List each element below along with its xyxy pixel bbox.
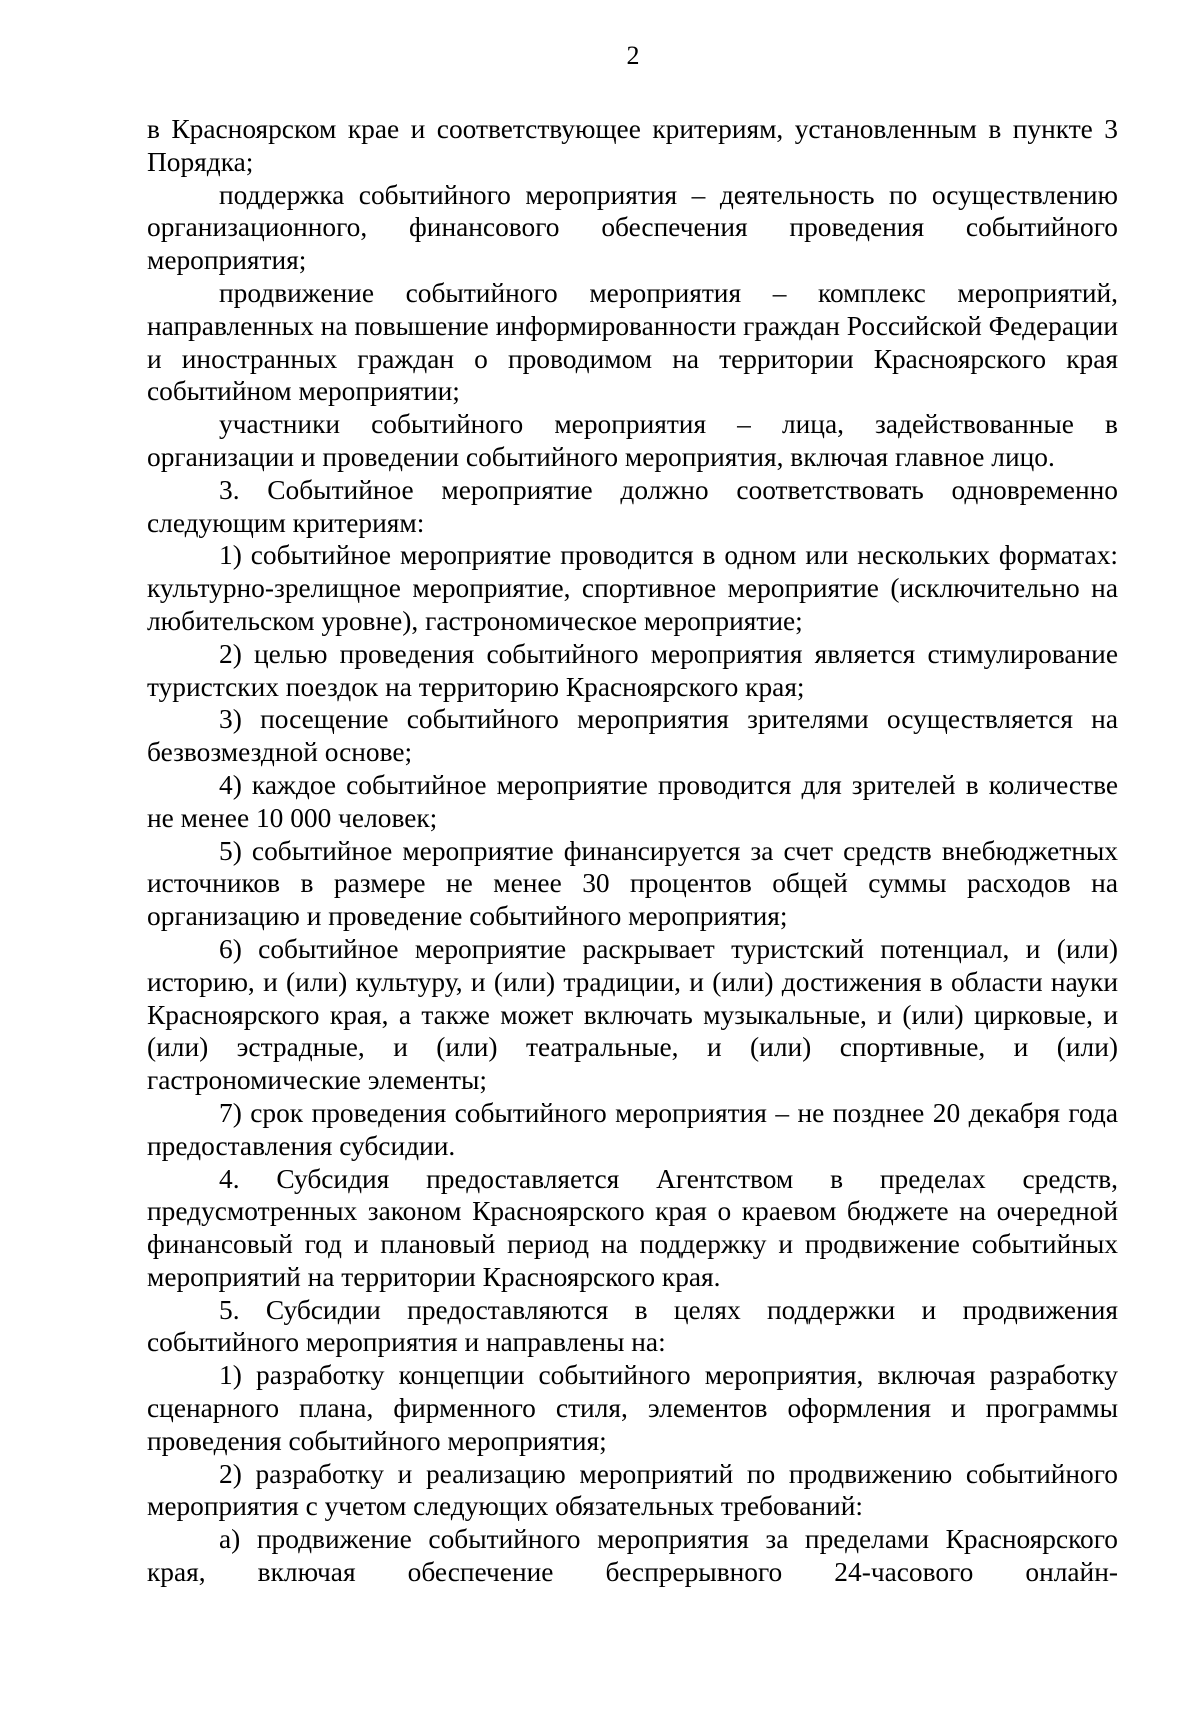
paragraph-criterion-7: 7) срок проведения событийного мероприятия – не позднее 20 декабря года предоставления субсидии. xyxy=(147,1097,1118,1161)
paragraph-criterion-6: 6) событийное мероприятие раскрывает туристский потенциал, и (или) историю, и (или) культуру, и (или) традиции, и (или) достижения в области науки Красноярского края, а также может включать музыкальные, и (или) цирковые, и (или) эстрадные, и (или) театральные, и (или) спортивные, и (или) гастрономические элементы; xyxy=(147,933,1118,1096)
paragraph-criterion-3: 3) посещение событийного мероприятия зрителями осуществляется на безвозмездной основе; xyxy=(147,704,1118,768)
document-body xyxy=(147,113,1118,1589)
paragraph-clause-5: 5. Субсидии предоставляются в целях поддержки и продвижения событийного мероприятия и направлены на: xyxy=(147,1294,1118,1358)
paragraph-purpose-2a: а) продвижение событийного мероприятия за пределами Красноярского края, включая обеспечение беспрерывного 24-часового онлайн- xyxy=(147,1524,1118,1588)
paragraph-clause-3: 3. Событийное мероприятие должно соответствовать одновременно следующим критериям: xyxy=(147,474,1118,538)
paragraph-criterion-1: 1) событийное мероприятие проводится в одном или нескольких форматах: культурно-зрелищное мероприятие, спортивное мероприятие (исключительно на любительском уровне), гастрономическое мероприятие; xyxy=(147,540,1118,636)
paragraph-criterion-2: 2) целью проведения событийного мероприятия является стимулирование туристских поездок на территорию Красноярского края; xyxy=(147,638,1118,702)
paragraph-criterion-4: 4) каждое событийное мероприятие проводится для зрителей в количестве не менее 10 000 человек; xyxy=(147,769,1118,833)
paragraph-definition-promotion: продвижение событийного мероприятия – комплекс мероприятий, направленных на повышение информированности граждан Российской Федерации и иностранных граждан о проводимом на территории Красноярского края событийном мероприятии; xyxy=(147,277,1118,407)
paragraph-definition-participants: участники событийного мероприятия – лица, задействованные в организации и проведении событийного мероприятия, включая главное лицо. xyxy=(147,409,1118,472)
paragraph-clause-4: 4. Субсидия предоставляется Агентством в пределах средств, предусмотренных законом Красноярского края о краевом бюджете на очередной финансовый год и плановый период на поддержку и продвижение событийных мероприятий на территории Красноярского края. xyxy=(147,1163,1118,1292)
paragraph-purpose-1: 1) разработку концепции событийного мероприятия, включая разработку сценарного плана, фирменного стиля, элементов оформления и программы проведения событийного мероприятия; xyxy=(147,1360,1118,1456)
paragraph-criterion-5: 5) событийное мероприятие финансируется за счет средств внебюджетных источников в размере не менее 30 процентов общей суммы расходов на организацию и проведение событийного мероприятия; xyxy=(147,835,1118,932)
paragraph-continuation: в Красноярском крае и соответствующее критериям, установленным в пункте 3 Порядка; xyxy=(147,114,1118,177)
paragraph-definition-support: поддержка событийного мероприятия – деятельность по осуществлению организационного, финансового обеспечения проведения событийного мероприятия; xyxy=(147,179,1118,276)
paragraph-purpose-2: 2) разработку и реализацию мероприятий по продвижению событийного мероприятия с учетом следующих обязательных требований: xyxy=(147,1458,1118,1522)
page-number: 2 xyxy=(626,41,640,70)
